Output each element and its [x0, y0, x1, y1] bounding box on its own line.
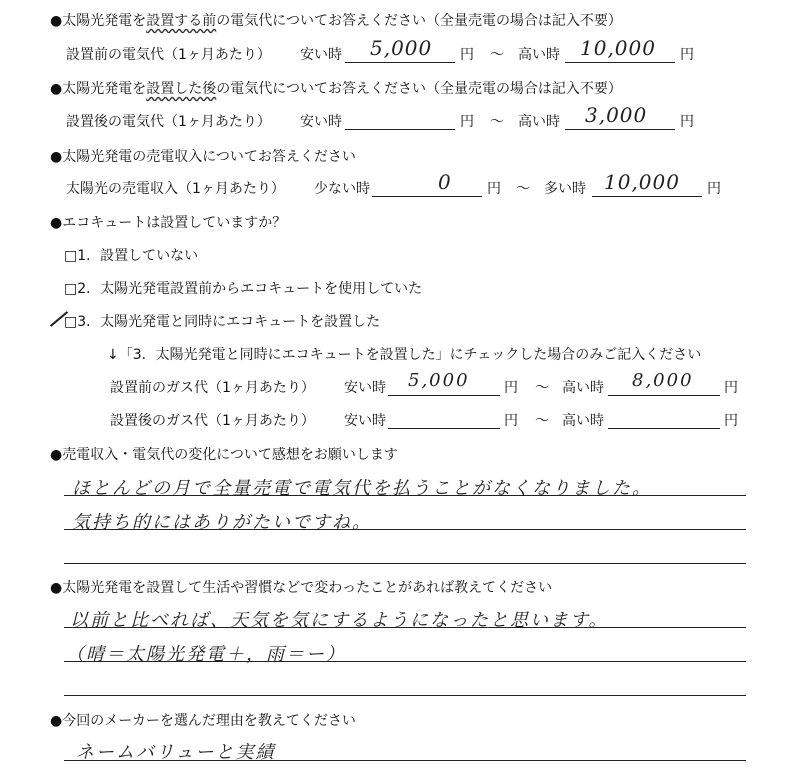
q7-answer-line-1[interactable]: ネームバリューと実績 — [76, 742, 276, 763]
q4-gas-after-low-line — [388, 428, 500, 429]
q2-tilde: ～ — [490, 114, 504, 130]
q4-gas-after-low-label: 安い時 — [344, 413, 386, 429]
q1-high-value[interactable]: 10,000 — [580, 36, 656, 60]
q3-high-value[interactable]: 10,000 — [604, 170, 680, 194]
q2-title-wavy: 設置した後 — [146, 81, 217, 97]
q1-low-label: 安い時 — [300, 47, 342, 63]
q5-answer-line-2[interactable]: 気持ち的にはありがたいですね。 — [72, 512, 372, 533]
q4-gas-before-high-label: 高い時 — [562, 380, 604, 396]
q6-rule-1 — [64, 627, 746, 628]
q1-high-line — [565, 62, 675, 63]
q1-title-post: の電気代についてお答えください（全量売電の場合は記入不要） — [216, 13, 622, 29]
q1-label: 設置前の電気代（1ヶ月あたり） — [66, 47, 271, 63]
q5-rule-2 — [64, 529, 746, 530]
q3-low-label: 少ない時 — [314, 181, 370, 197]
q2-low-yen: 円 — [460, 114, 474, 130]
q4-gas-after-high-yen: 円 — [724, 413, 738, 429]
q1-low-yen: 円 — [460, 47, 474, 63]
q6-rule-2 — [64, 661, 746, 662]
q4-gas-before-low-yen: 円 — [504, 380, 518, 396]
q4-gas-after-high-label: 高い時 — [562, 413, 604, 429]
q3-high-line — [592, 196, 702, 197]
q1-low-value[interactable]: 5,000 — [370, 36, 433, 60]
q7-title: ●今回のメーカーを選んだ理由を教えてください — [50, 713, 356, 729]
q5-title: ●売電収入・電気代の変化について感想をお願いします — [50, 447, 398, 463]
q4-option-3[interactable]: □3．太陽光発電と同時にエコキュートを設置した — [64, 314, 381, 330]
q6-answer-line-1[interactable]: 以前と比べれば、天気を気にするようになったと思います。 — [70, 610, 609, 631]
q4-option-1[interactable]: □1．設置していない — [64, 248, 199, 264]
q3-low-line — [372, 196, 482, 197]
q4-option-2[interactable]: □2．太陽光発電設置前からエコキュートを使用していた — [64, 281, 423, 297]
q1-low-line — [345, 62, 455, 63]
q4-title: ●エコキュートは設置していますか？ — [50, 215, 287, 231]
q4-gas-before-high-value[interactable]: 8,000 — [632, 370, 694, 391]
q1-title — [50, 10, 622, 30]
q3-tilde: ～ — [516, 181, 530, 197]
q4-gas-after-low-yen: 円 — [504, 413, 518, 429]
q6-answer-line-2[interactable]: （晴＝太陽光発電＋，雨＝ー） — [66, 644, 346, 665]
q2-title-post: の電気代についてお答えください（全量売電の場合は記入不要） — [216, 81, 622, 97]
q2-high-line — [565, 129, 675, 130]
q2-low-line — [345, 129, 455, 130]
q3-high-yen: 円 — [707, 181, 721, 197]
q4-gas-before-label: 設置前のガス代（1ヶ月あたり） — [110, 380, 315, 396]
q2-label: 設置後の電気代（1ヶ月あたり） — [66, 114, 271, 130]
q2-title-pre: ●太陽光発電を — [50, 81, 147, 97]
q2-high-label: 高い時 — [518, 114, 560, 130]
q4-gas-after-tilde: ～ — [535, 413, 549, 429]
q1-tilde: ～ — [490, 47, 504, 63]
q5-rule-3 — [64, 563, 746, 564]
q3-high-label: 多い時 — [544, 181, 586, 197]
q4-gas-after-high-line — [608, 428, 720, 429]
q6-title: ●太陽光発電を設置して生活や習慣などで変わったことがあれば教えてください — [50, 580, 553, 596]
q4-gas-after-label: 設置後のガス代（1ヶ月あたり） — [110, 413, 315, 429]
q6-rule-3 — [64, 695, 746, 696]
q4-note: ↓「3．太陽光発電と同時にエコキュートを設置した」にチェックした場合のみご記入ください — [107, 347, 702, 363]
q2-high-yen: 円 — [680, 114, 694, 130]
q5-rule-1 — [64, 495, 746, 496]
q4-gas-before-high-yen: 円 — [724, 380, 738, 396]
q4-gas-before-tilde: ～ — [535, 380, 549, 396]
q3-label: 太陽光の売電収入（1ヶ月あたり） — [66, 181, 285, 197]
q3-low-yen: 円 — [487, 181, 501, 197]
q1-high-label: 高い時 — [518, 47, 560, 63]
q4-gas-before-low-line — [388, 395, 500, 396]
q4-gas-before-high-line — [608, 395, 720, 396]
q4-gas-before-low-label: 安い時 — [344, 380, 386, 396]
q1-high-yen: 円 — [680, 47, 694, 63]
q2-low-label: 安い時 — [300, 114, 342, 130]
q2-title — [50, 78, 622, 98]
q7-rule-1 — [64, 760, 746, 761]
q1-title-wavy: 設置する前 — [146, 13, 217, 29]
q1-title-pre: ●太陽光発電を — [50, 13, 147, 29]
q4-gas-before-low-value[interactable]: 5,000 — [408, 370, 470, 391]
q3-low-value[interactable]: 0 — [438, 170, 452, 194]
q5-answer-line-1[interactable]: ほとんどの月で全量売電で電気代を払うことがなくなりました。 — [72, 478, 652, 499]
q3-title: ●太陽光発電の売電収入についてお答えください — [50, 149, 356, 165]
q2-high-value[interactable]: 3,000 — [585, 103, 648, 127]
